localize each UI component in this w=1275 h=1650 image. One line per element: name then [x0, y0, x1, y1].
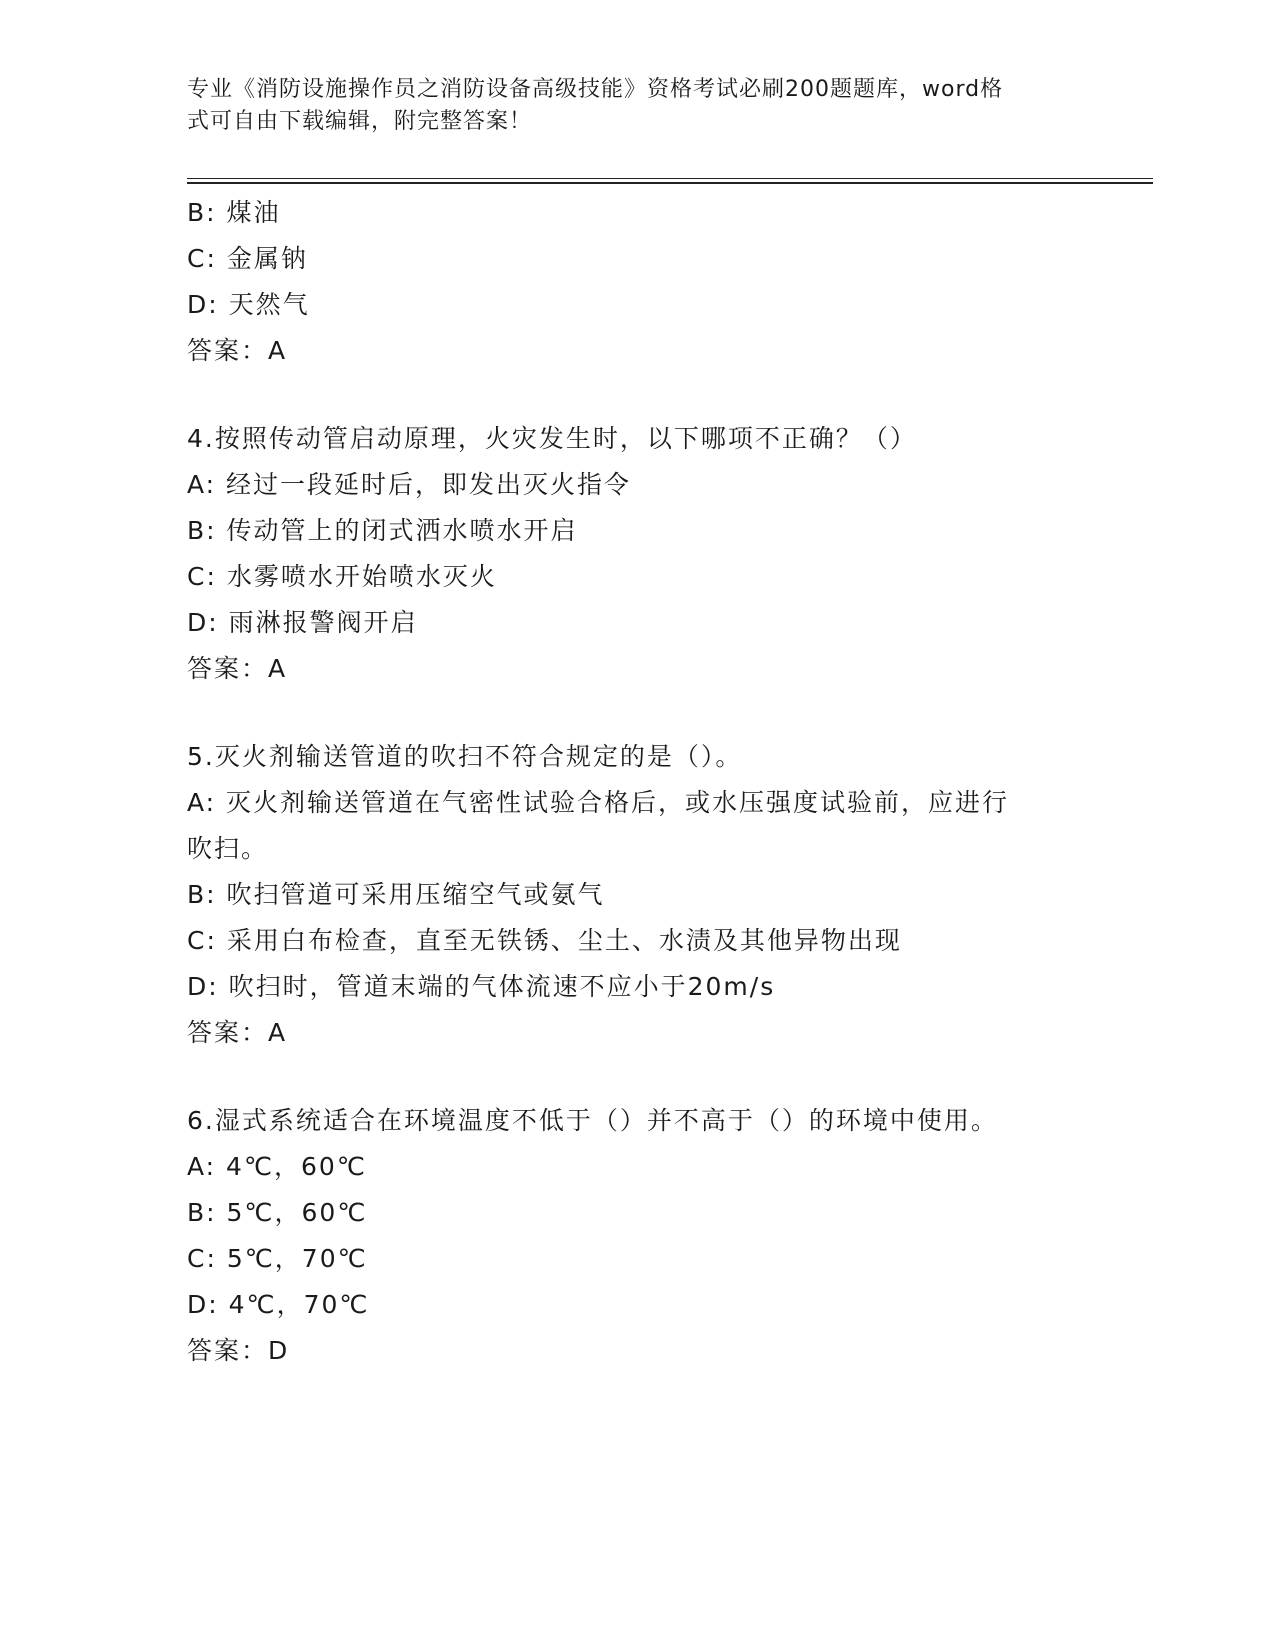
q4-question: 4.按照传动管启动原理，火灾发生时，以下哪项不正确？（）	[187, 424, 917, 453]
q5-option-c: C: 采用白布检查，直至无铁锈、尘土、水渍及其他异物出现	[187, 926, 902, 955]
q5-answer: 答案：A	[187, 1018, 288, 1047]
q6-answer: 答案：D	[187, 1336, 290, 1365]
header-divider-thin	[187, 178, 1153, 179]
question-6-block	[187, 1098, 1087, 1374]
spacer	[187, 374, 1087, 416]
question-5-block	[187, 734, 1087, 1056]
spacer	[187, 1056, 1087, 1098]
q3-option-b: B: 煤油	[187, 198, 281, 227]
q5-option-a-line-2: 吹扫。	[187, 834, 269, 863]
question-4-block	[187, 416, 1087, 692]
q6-option-b: B: 5℃，60℃	[187, 1198, 368, 1227]
q5-option-b: B: 吹扫管道可采用压缩空气或氨气	[187, 880, 605, 909]
question-3-block	[187, 190, 1087, 374]
header-divider-thick	[187, 182, 1153, 184]
question-list	[187, 190, 1087, 1374]
q4-option-a: A: 经过一段延时后，即发出灭火指令	[187, 470, 632, 499]
spacer	[187, 692, 1087, 734]
q3-option-d: D: 天然气	[187, 290, 310, 319]
q4-answer: 答案：A	[187, 654, 288, 683]
header-line-1: 专业《消防设施操作员之消防设备高级技能》资格考试必刷200题题库，word格	[187, 77, 1004, 102]
q5-option-a-line-1: A: 灭火剂输送管道在气密性试验合格后，或水压强度试验前，应进行	[187, 788, 1010, 817]
q4-option-b: B: 传动管上的闭式洒水喷水开启	[187, 516, 578, 545]
q3-answer: 答案：A	[187, 336, 288, 365]
q6-question: 6.湿式系统适合在环境温度不低于（）并不高于（）的环境中使用。	[187, 1106, 998, 1135]
document-header	[187, 74, 1087, 138]
q6-option-a: A: 4℃，60℃	[187, 1152, 367, 1181]
q5-option-d: D: 吹扫时，管道末端的气体流速不应小于20m/s	[187, 972, 776, 1001]
q3-option-c: C: 金属钠	[187, 244, 308, 273]
q5-question: 5.灭火剂输送管道的吹扫不符合规定的是（）。	[187, 742, 743, 771]
q6-option-d: D: 4℃，70℃	[187, 1290, 370, 1319]
header-line-2: 式可自由下载编辑，附完整答案！	[187, 109, 533, 134]
q4-option-c: C: 水雾喷水开始喷水灭火	[187, 562, 497, 591]
q4-option-d: D: 雨淋报警阀开启	[187, 608, 418, 637]
q6-option-c: C: 5℃，70℃	[187, 1244, 368, 1273]
